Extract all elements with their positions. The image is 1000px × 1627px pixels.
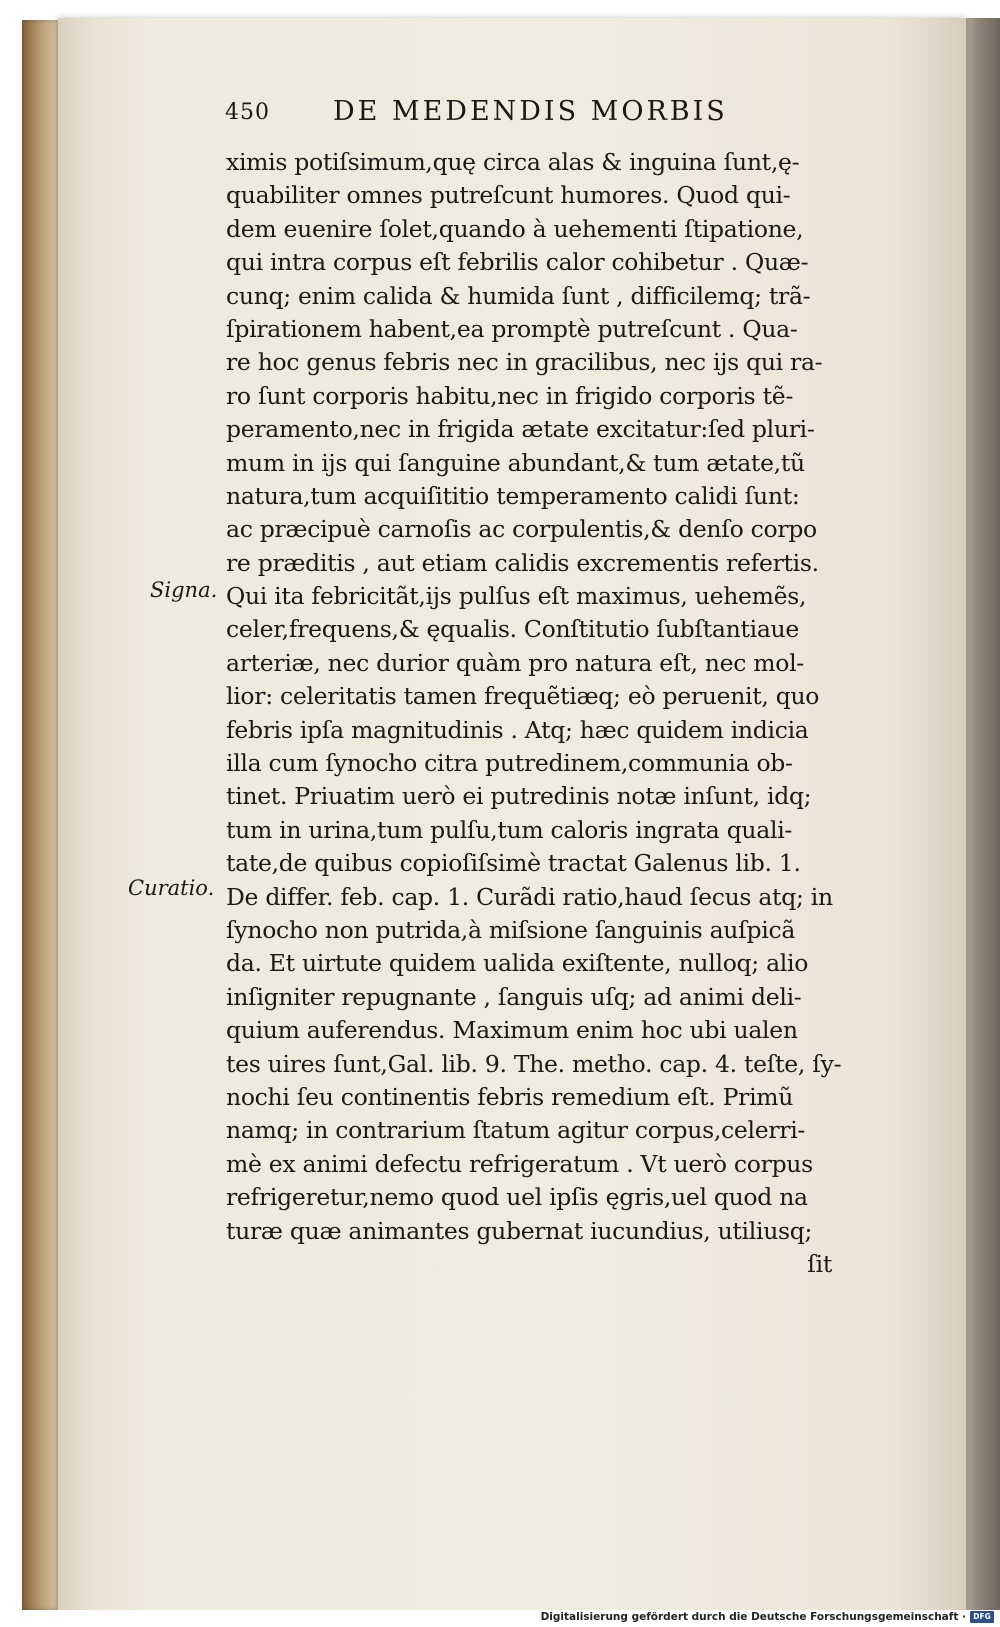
text-line: inſigniter repugnante , ſanguis uſq; ad animi deli- — [226, 982, 802, 1011]
text-line: ſynocho non putrida,à miſsione ſanguinis auſpicã — [226, 915, 796, 944]
text-line: mè ex animi defectu refrigeratum . Vt uerò corpus — [226, 1149, 813, 1178]
text-line: ro ſunt corporis habitu,nec in frigido corporis tẽ- — [226, 381, 793, 410]
book-binding-edge — [22, 20, 62, 1610]
text-line: da. Et uirtute quidem ualida exiſtente, nulloq; alio — [226, 949, 809, 978]
page-number: 450 — [225, 100, 270, 125]
text-line: ac præcipuè carnoſis ac corpulentis,& denſo corpo — [226, 515, 817, 544]
scan-right-margin — [962, 18, 1000, 1610]
text-line: ximis potiſsimum,quę circa alas & inguina ſunt,ę- — [226, 148, 800, 176]
text-line: illa cum ſynocho citra putredinem,communia ob- — [226, 749, 793, 778]
catchword: ſit — [807, 1249, 832, 1278]
text-line: turæ quæ animantes gubernat iucundius, utiliusq; — [226, 1216, 813, 1245]
text-line: De differ. feb. cap. 1. Curãdi ratio,haud ſecus atq; in — [226, 882, 833, 911]
text-line: natura,tum acquiſititio temperamento calidi ſunt: — [226, 481, 800, 510]
text-line: tes uires ſunt,Gal. lib. 9. The. metho. cap. 4. teſte, ſy- — [226, 1049, 842, 1078]
text-line: tum in urina,tum pulſu,tum caloris ingrata quali- — [226, 815, 793, 844]
digitization-credit: Digitalisierung gefördert durch die Deutsche Forschungsgemeinschaft · — [540, 1611, 966, 1623]
text-line: re præditis , aut etiam calidis excrementis refertis. — [226, 548, 819, 577]
text-line: celer,frequens,& ęqualis. Conſtitutio ſubſtantiaue — [226, 615, 799, 644]
page-header — [225, 96, 810, 138]
text-line: tinet. Priuatim uerò ei putredinis notæ inſunt, idq; — [226, 782, 812, 811]
body-text — [226, 146, 842, 1281]
text-line: mum in ijs qui ſanguine abundant,& tum ætate,tũ — [226, 448, 805, 477]
text-line: re hoc genus febris nec in gracilibus, nec ijs qui ra- — [226, 348, 823, 377]
dfg-logo-icon: DFG — [970, 1611, 994, 1623]
text-line: quium auferendus. Maximum enim hoc ubi ualen — [226, 1016, 798, 1045]
text-line: cunq; enim calida & humida ſunt , difficilemq; trã- — [226, 281, 811, 310]
text-line: lior: celeritatis tamen frequẽtiæq; eò peruenit, quo — [226, 682, 820, 711]
text-line: qui intra corpus eſt febrilis calor cohibetur . Quæ- — [226, 248, 809, 277]
text-line: ſpirationem habent,ea promptè putreſcunt . Qua- — [226, 314, 798, 343]
text-line: arteriæ, nec durior quàm pro natura eſt, nec mol- — [226, 648, 804, 677]
text-line: dem euenire ſolet,quando à uehementi ſtipatione, — [226, 214, 804, 243]
text-line: refrigeretur,nemo quod uel ipſis ęgris,uel quod na — [226, 1183, 808, 1212]
text-line: tate,de quibus copioſiſsimè tractat Galenus lib. 1. — [226, 849, 801, 878]
marginal-note-signa: Signa. — [150, 578, 218, 602]
text-line: nochi ſeu continentis febris remedium eſt. Primũ — [226, 1082, 794, 1111]
running-title: DE MEDENDIS MORBIS — [333, 96, 728, 127]
text-line: febris ipſa magnitudinis . Atq; hæc quidem indicia — [226, 715, 809, 744]
marginal-note-curatio: Curatio. — [128, 876, 215, 900]
text-line: quabiliter omnes putreſcunt humores. Quod qui- — [226, 181, 791, 210]
text-line: peramento,nec in frigida ætate excitatur:ſed pluri- — [226, 415, 815, 444]
text-line: Qui ita febricitãt,ijs pulſus eſt maximus, uehemẽs, — [226, 582, 807, 611]
text-line: namq; in contrarium ſtatum agitur corpus,celerri- — [226, 1116, 806, 1145]
